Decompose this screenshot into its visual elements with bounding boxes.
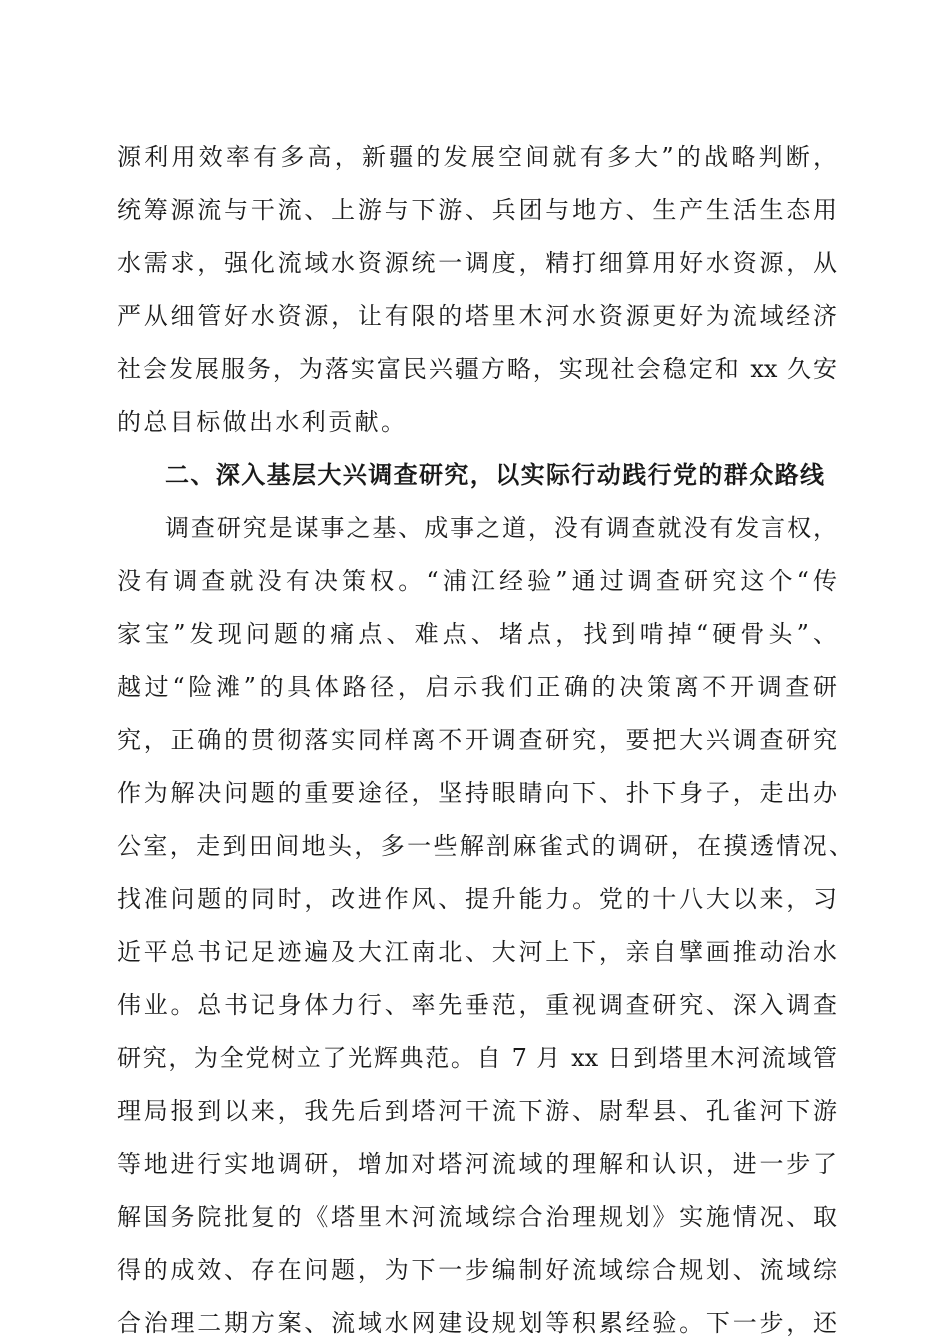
paragraph-line: 调查研究是谋事之基、成事之道，没有调查就没有发言权，	[165, 514, 837, 542]
paragraph-line: 家宝”发现问题的痛点、难点、堵点，找到啃掉“硬骨头”、	[117, 620, 837, 648]
paragraph-line: 作为解决问题的重要途径，坚持眼睛向下、扑下身子，走出办	[117, 779, 837, 807]
paragraph-line: 统筹源流与干流、上游与下游、兵团与地方、生产生活生态用	[117, 196, 837, 224]
paragraph-line: 等地进行实地调研，增加对塔河流域的理解和认识，进一步了	[117, 1150, 837, 1178]
paragraph-line: 社会发展服务，为落实富民兴疆方略，实现社会稳定和 xx 久安	[117, 355, 837, 383]
paragraph-line: 源利用效率有多高，新疆的发展空间就有多大”的战略判断，	[117, 143, 837, 171]
paragraph-line: 解国务院批复的《塔里木河流域综合治理规划》实施情况、取	[117, 1203, 837, 1231]
paragraph-line: 水需求，强化流域水资源统一调度，精打细算用好水资源，从	[117, 249, 837, 277]
paragraph-line: 研究，为全党树立了光辉典范。自 7 月 xx 日到塔里木河流域管	[117, 1044, 837, 1072]
paragraph-line: 合治理二期方案、流域水网建设规划等积累经验。下一步，还	[117, 1309, 837, 1337]
paragraph-line: 严从细管好水资源，让有限的塔里木河水资源更好为流域经济	[117, 302, 837, 330]
paragraph-line: 找准问题的同时，改进作风、提升能力。党的十八大以来，习	[117, 885, 837, 913]
paragraph-line: 越过“险滩”的具体路径，启示我们正确的决策离不开调查研	[117, 673, 837, 701]
paragraph-line: 近平总书记足迹遍及大江南北、大河上下，亲自擘画推动治水	[117, 938, 837, 966]
paragraph-line: 得的成效、存在问题，为下一步编制好流域综合规划、流域综	[117, 1256, 837, 1284]
paragraph-line: 理局报到以来，我先后到塔河干流下游、尉犁县、孔雀河下游	[117, 1097, 837, 1125]
paragraph-line: 究，正确的贯彻落实同样离不开调查研究，要把大兴调查研究	[117, 726, 837, 754]
paragraph-line: 没有调查就没有决策权。“浦江经验”通过调查研究这个“传	[117, 567, 837, 595]
paragraph-line: 的总目标做出水利贡献。	[117, 408, 408, 436]
section-heading: 二、深入基层大兴调查研究，以实际行动践行党的群众路线	[165, 461, 826, 489]
paragraph-line: 公室，走到田间地头，多一些解剖麻雀式的调研，在摸透情况、	[117, 832, 853, 860]
paragraph-line: 伟业。总书记身体力行、率先垂范，重视调查研究、深入调查	[117, 991, 837, 1019]
